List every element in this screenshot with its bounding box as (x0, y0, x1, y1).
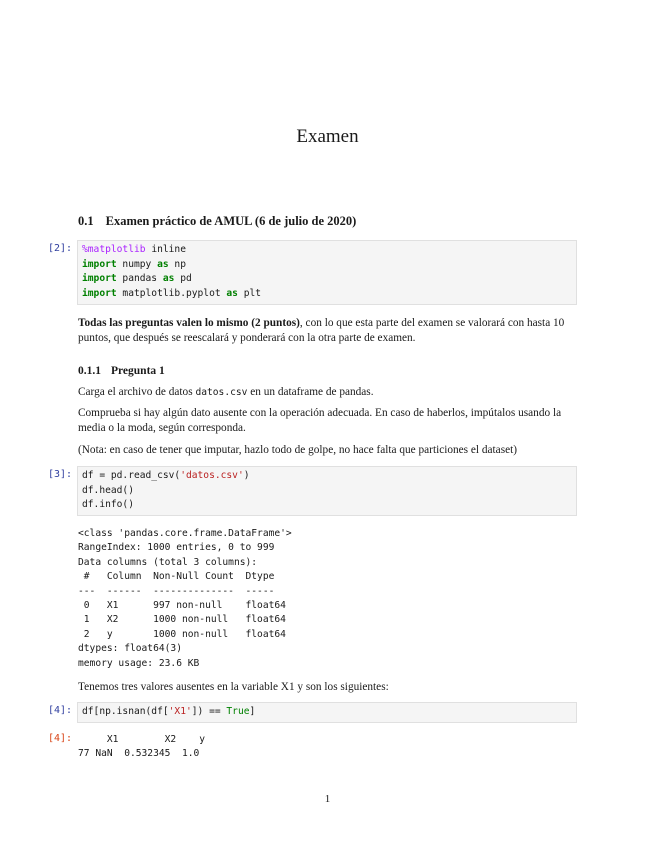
code-token: df.head() (82, 484, 134, 496)
code-token: 'X1' (168, 706, 192, 717)
dataframe-output (78, 733, 205, 762)
code-token: import (82, 287, 117, 299)
code-token: df[np.isnan(df[ (82, 706, 169, 717)
subsection-number: 0.1.1 (78, 365, 101, 377)
paragraph (78, 385, 583, 400)
code-token: ] (249, 706, 256, 717)
input-prompt: [3]: (48, 469, 73, 480)
code-line (82, 243, 572, 258)
output-line: 0 X1 997 non-null float64 (78, 600, 286, 612)
section-number: 0.1 (78, 214, 94, 228)
output-line: <class 'pandas.core.frame.DataFrame'> (78, 528, 292, 539)
code-token: import (82, 258, 117, 270)
code-token: import (82, 273, 117, 285)
code-token: 'datos.csv' (180, 470, 244, 481)
page-number: 1 (324, 793, 331, 805)
code-token: True (226, 706, 250, 717)
code-token: pd (174, 273, 192, 285)
code-token: df.info() (82, 499, 134, 511)
page-title: Examen (296, 126, 359, 147)
output-line: X1 X2 y (78, 734, 206, 745)
code-token: df = pd.read_csv( (82, 470, 181, 481)
code-cell[interactable] (77, 240, 577, 305)
inline-code: datos.csv (195, 387, 248, 398)
output-line: dtypes: float64(3) (78, 643, 182, 655)
code-line (82, 272, 572, 287)
input-prompt: [4]: (48, 705, 73, 716)
input-prompt: [2]: (48, 243, 73, 254)
code-token: matplotlib.pyplot (116, 287, 227, 299)
intro-rest: , con lo que esta parte del examen se valorará con hasta 10 puntos, que después se reescalará y ponderará con la otra parte de examen. (78, 317, 565, 344)
code-cell[interactable] (77, 466, 577, 516)
code-token: ) (243, 470, 250, 481)
paragraph-text: Carga el archivo de datos (78, 386, 196, 398)
code-token: numpy (116, 258, 158, 270)
output-line: # Column Non-Null Count Dtype (78, 571, 275, 583)
section-title: Examen práctico de AMUL (6 de julio de 2020) (105, 214, 357, 228)
paragraph: Tenemos tres valores ausentes en la variable X1 y son los siguientes: (78, 681, 389, 693)
output-line: 77 NaN 0.532345 1.0 (78, 748, 200, 760)
code-token: inline (145, 244, 186, 255)
output-line: memory usage: 23.6 KB (78, 657, 200, 669)
code-token: plt (237, 287, 262, 299)
output-line: --- ------ -------------- ----- (78, 585, 275, 597)
code-token: as (162, 273, 175, 285)
paragraph-text: en un dataframe de pandas. (247, 386, 374, 398)
code-line (82, 484, 572, 499)
section-heading (78, 214, 356, 229)
code-line (82, 258, 572, 273)
code-token: np (168, 258, 186, 270)
code-cell[interactable] (77, 702, 577, 723)
subsection-title: Pregunta 1 (111, 365, 165, 377)
intro-paragraph (78, 316, 583, 346)
code-line (82, 705, 572, 720)
code-line (82, 469, 572, 484)
output-line: 2 y 1000 non-null float64 (78, 628, 286, 640)
output-line: 1 X2 1000 non-null float64 (78, 614, 286, 626)
code-line (82, 498, 572, 513)
code-token: as (157, 258, 169, 270)
output-line: RangeIndex: 1000 entries, 0 to 999 (78, 542, 275, 554)
paragraph: Comprueba si hay algún dato ausente con la operación adecuada. En caso de haberlos, impútalos usando la media o la moda, según corresponda. (78, 407, 562, 434)
code-line (82, 287, 572, 302)
code-token: %matplotlib (82, 244, 146, 255)
code-token: ]) == (191, 706, 227, 717)
paragraph: (Nota: en caso de tener que imputar, hazlo todo de golpe, no hace falta que particiones el dataset) (78, 444, 518, 456)
output-prompt: [4]: (48, 733, 73, 744)
subsection-heading (78, 365, 165, 377)
cell-output (78, 527, 292, 671)
output-line: Data columns (total 3 columns): (78, 556, 258, 568)
intro-bold: Todas las preguntas valen lo mismo (2 puntos) (78, 317, 300, 329)
code-token: pandas (116, 273, 163, 285)
code-token: as (226, 287, 238, 299)
